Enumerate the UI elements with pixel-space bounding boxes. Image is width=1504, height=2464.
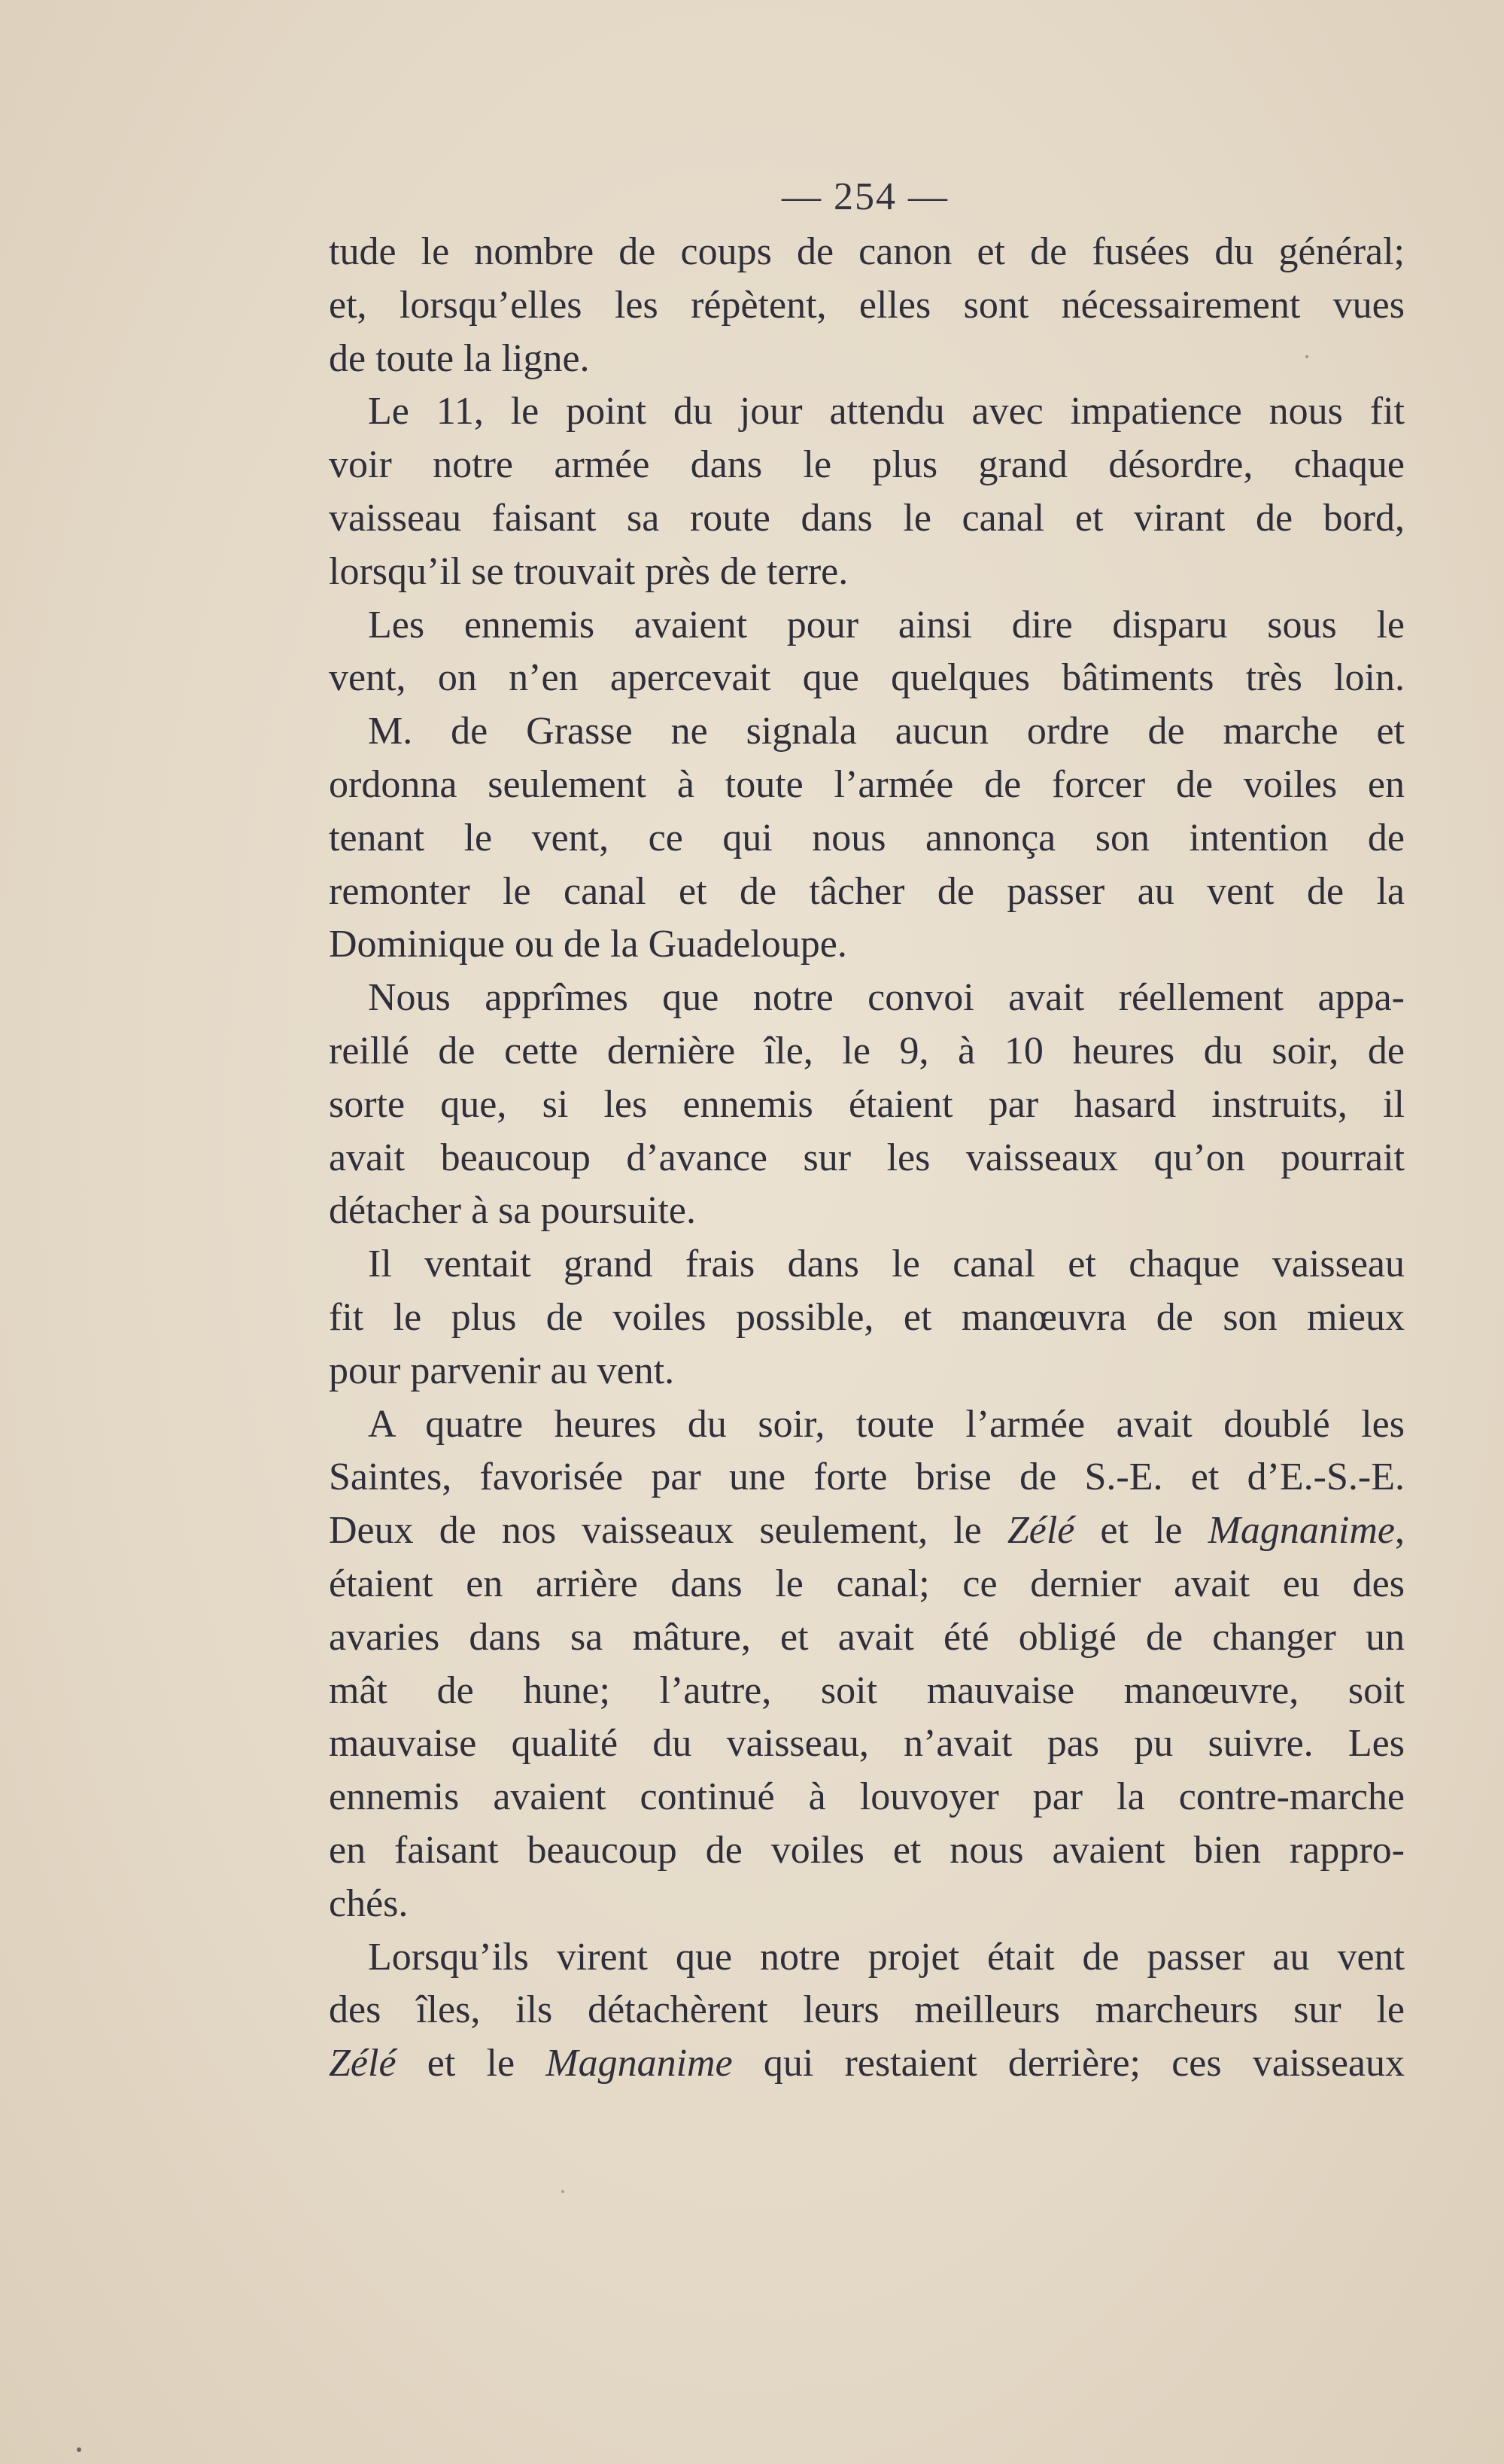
- text-line: chés.: [329, 1881, 409, 1925]
- text-line: sorte que, si les ennemis étaient par hasard instruits, il: [329, 1082, 1405, 1126]
- text-line: ennemis avaient continué à louvoyer par la contre-marche: [329, 1775, 1405, 1819]
- text-line: fit le plus de voiles possible, et manœuvra de son mieux: [329, 1295, 1405, 1339]
- paper-speck: [561, 2190, 564, 2193]
- text-line: ordonna seulement à toute l’armée de forcer de voiles en: [329, 762, 1405, 806]
- text-line: vent, on n’en apercevait que quelques bâtiments très loin.: [329, 656, 1405, 700]
- text-line: Saintes, favorisée par une forte brise de S.-E. et d’E.-S.-E.: [329, 1456, 1405, 1499]
- text-line: étaient en arrière dans le canal; ce dernier avait eu des: [329, 1562, 1405, 1605]
- text-line: tenant le vent, ce qui nous annonça son intention de: [329, 816, 1405, 859]
- paper-speck: [77, 2447, 81, 2452]
- text-line: Il ventait grand frais dans le canal et chaque vaisseau: [368, 1243, 1405, 1286]
- text-line: M. de Grasse ne signala aucun ordre de marche et: [368, 710, 1405, 753]
- text-line: Les ennemis avaient pour ainsi dire disparu sous le: [368, 603, 1405, 646]
- text-line: vaisseau faisant sa route dans le canal et virant de bord,: [329, 496, 1405, 540]
- paper-speck: [1305, 355, 1308, 358]
- body-text: [329, 226, 1405, 2091]
- page-number: — 254 —: [782, 175, 949, 218]
- text-line: tude le nombre de coups de canon et de fusées du général;: [329, 230, 1405, 273]
- text-line: de toute la ligne.: [329, 336, 590, 380]
- text-line: mât de hune; l’autre, soit mauvaise manœuvre, soit: [329, 1669, 1405, 1712]
- text-line: voir notre armée dans le plus grand désordre, chaque: [329, 443, 1405, 487]
- text-line: remonter le canal et de tâcher de passer au vent de la: [329, 869, 1405, 913]
- text-line: détacher à sa poursuite.: [329, 1189, 697, 1233]
- text-line: A quatre heures du soir, toute l’armée avait doublé les: [368, 1402, 1405, 1446]
- text-line: Le 11, le point du jour attendu avec impatience nous fit: [368, 390, 1405, 433]
- text-line: mauvaise qualité du vaisseau, n’avait pas pu suivre. Les: [329, 1722, 1405, 1766]
- text-line-italic: Zélé et le Magnanime qui restaient derrière; ces vaisseaux: [329, 2042, 1405, 2085]
- text-line: Nous apprîmes que notre convoi avait réellement appa-: [368, 976, 1405, 1020]
- text-line: lorsqu’il se trouvait près de terre.: [329, 549, 849, 593]
- text-line: Lorsqu’ils virent que notre projet était de passer au vent: [368, 1935, 1405, 1979]
- text-line: reillé de cette dernière île, le 9, à 10 heures du soir, de: [329, 1029, 1405, 1072]
- text-line: des îles, ils détachèrent leurs meilleurs marcheurs sur le: [329, 1988, 1405, 2032]
- text-line: pour parvenir au vent.: [329, 1349, 675, 1392]
- text-line: avaries dans sa mâture, et avait été obligé de changer un: [329, 1615, 1405, 1659]
- text-line: et, lorsqu’elles les répètent, elles sont nécessairement vues: [329, 283, 1405, 327]
- text-line-italic: Deux de nos vaisseaux seulement, le Zélé et le Magnanime,: [329, 1509, 1405, 1553]
- text-line: avait beaucoup d’avance sur les vaisseaux qu’on pourrait: [329, 1136, 1405, 1179]
- text-line: Dominique ou de la Guadeloupe.: [329, 923, 847, 966]
- text-line: en faisant beaucoup de voiles et nous avaient bien rappro-: [329, 1828, 1405, 1872]
